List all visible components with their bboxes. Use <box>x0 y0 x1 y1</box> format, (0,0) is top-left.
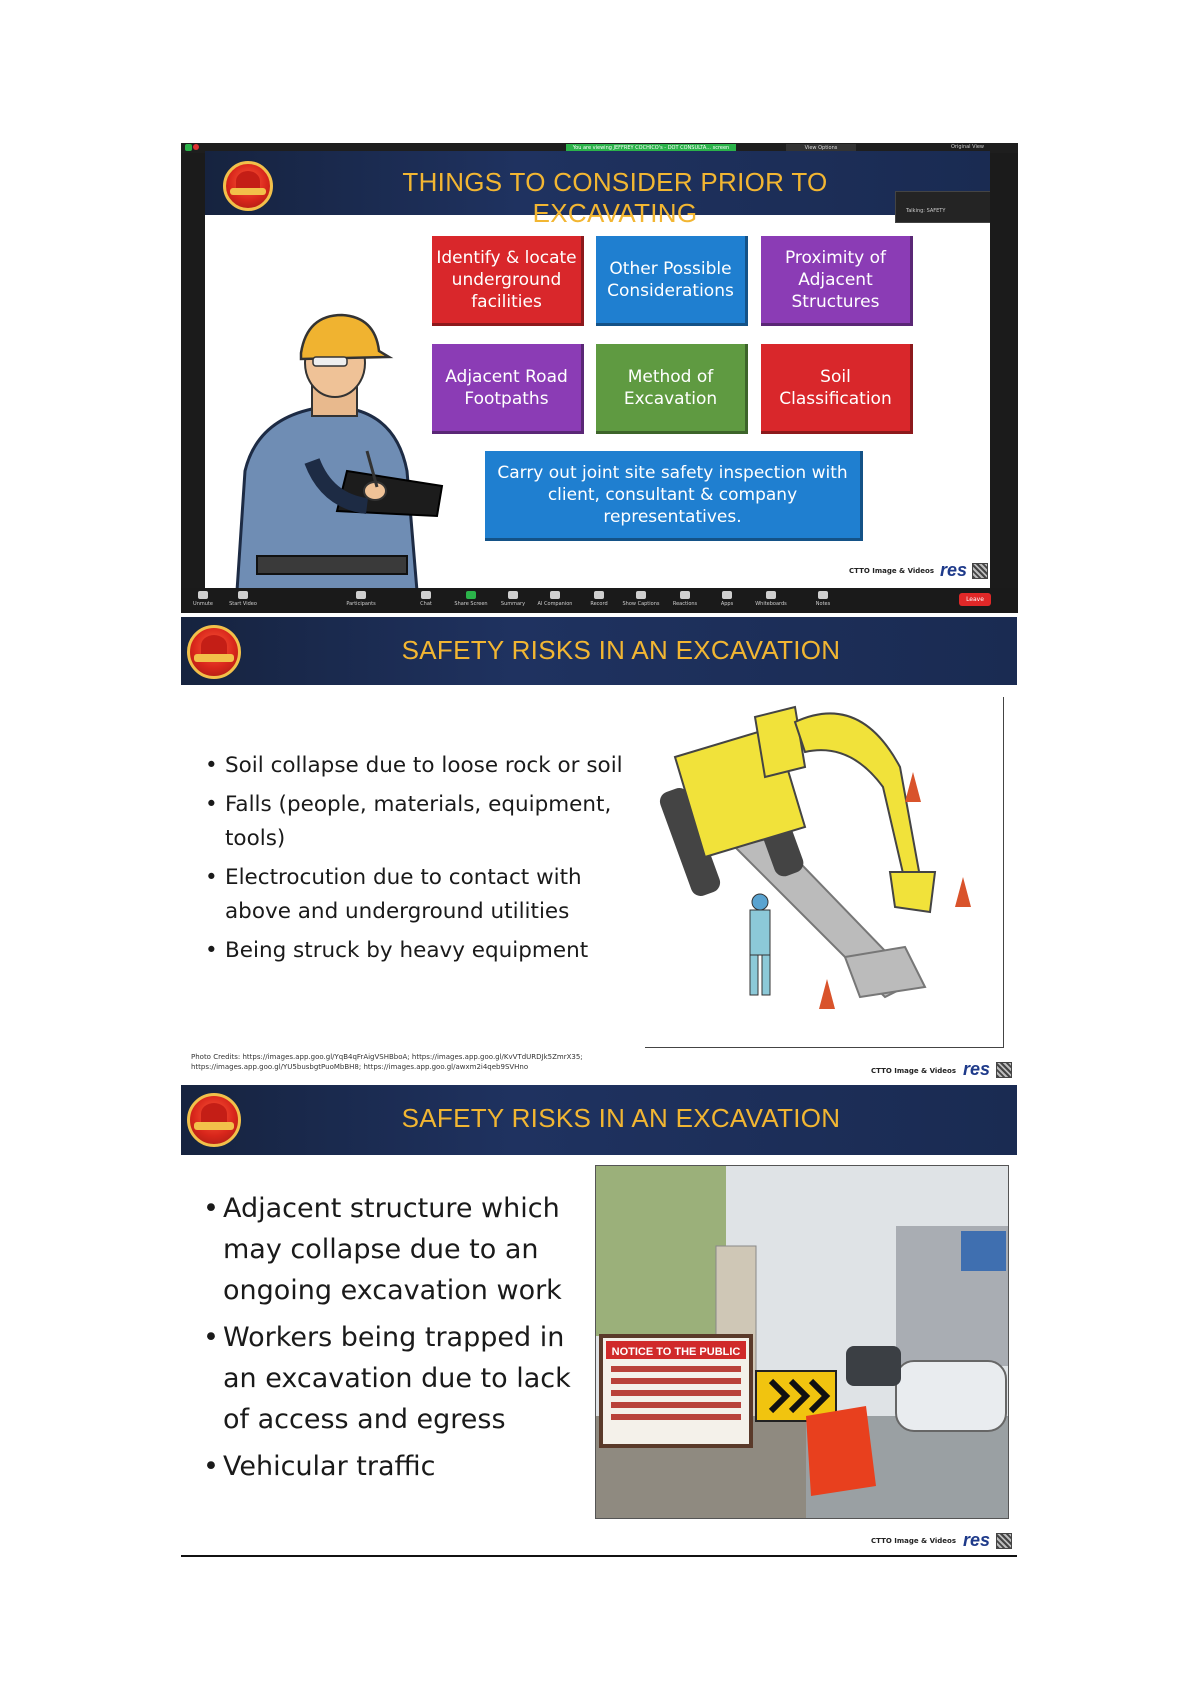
zoom-meeting-window <box>181 143 1018 613</box>
qr-code-icon <box>996 1533 1012 1549</box>
leave-button[interactable]: Leave <box>959 593 991 606</box>
risk-list <box>203 1188 573 1493</box>
think-safe-logo <box>187 1093 241 1147</box>
res-logo: res <box>963 1059 991 1079</box>
whiteboard-icon <box>766 591 776 599</box>
list-item: • Being struck by heavy equipment <box>205 934 630 968</box>
list-item: • Electrocution due to contact with above and underground utilities <box>205 861 630 929</box>
summary-button[interactable]: Summary <box>493 591 533 607</box>
worker-with-clipboard-illustration <box>217 301 447 588</box>
ctto-credit: CTTO Image & Videos <box>871 1067 957 1075</box>
consideration-box: Adjacent Road Footpaths <box>432 344 584 434</box>
summary-icon <box>508 591 518 599</box>
qr-code-icon <box>996 1062 1012 1078</box>
show-captions-button[interactable]: Show Captions <box>621 591 661 607</box>
slide-safety-risks-1 <box>181 617 1017 1081</box>
chat-button[interactable]: Chat <box>406 591 446 607</box>
record-indicator-icon <box>193 144 199 150</box>
share-screen-button[interactable]: Share Screen <box>451 591 491 607</box>
slide-header <box>205 151 990 228</box>
notice-sign-title: NOTICE TO THE PUBLIC <box>611 1346 741 1358</box>
record-icon <box>594 591 604 599</box>
slide-header <box>181 1085 1017 1155</box>
microphone-icon <box>198 591 208 599</box>
slide-things-to-consider <box>205 151 990 588</box>
consideration-box: Identify & locate underground facilities <box>432 236 584 326</box>
captions-icon <box>636 591 646 599</box>
qr-code-icon <box>972 563 988 579</box>
excavator-illustration <box>645 697 1004 1048</box>
slide-header <box>181 617 1017 685</box>
list-item: • Vehicular traffic <box>203 1446 573 1487</box>
slide-title: SAFETY RISKS IN AN EXCAVATION <box>401 635 841 665</box>
photo-credits: Photo Credits: https://images.app.goo.gl/YqB4qFrAigVSHBboA; https://images.app.goo.gl/KvVTdURDJk5ZmrX35; https://images.app.goo.gl/YU5busbgtPuoMbBH8; https://images.app.goo.gl/awxm2i4qeb9SVHno <box>191 1053 583 1071</box>
reactions-icon <box>680 591 690 599</box>
whiteboards-button[interactable]: Whiteboards <box>751 591 791 607</box>
think-safe-logo <box>223 161 273 211</box>
sparkle-icon <box>550 591 560 599</box>
res-logo: res <box>940 560 968 580</box>
apps-button[interactable]: Apps <box>707 591 747 607</box>
list-item: • Workers being trapped in an excavation due to lack of access and egress <box>203 1317 573 1440</box>
viewing-screen-banner: You are viewing JEFFREY COCHICO's - DOT CONSULTA... screen <box>566 144 736 153</box>
talking-indicator: Talking: SAFETY <box>906 208 946 214</box>
participants-button[interactable]: Participants <box>341 591 381 607</box>
view-mode-label[interactable]: Original View <box>951 144 985 150</box>
consideration-box: Other Possible Considerations <box>596 236 748 326</box>
ai-companion-button[interactable]: AI Companion <box>535 591 575 607</box>
slide-title: SAFETY RISKS IN AN EXCAVATION <box>401 1103 841 1133</box>
shield-icon <box>185 144 192 151</box>
think-safe-logo <box>187 625 241 679</box>
reactions-button[interactable]: Reactions <box>665 591 705 607</box>
apps-icon <box>722 591 732 599</box>
ctto-credit: CTTO Image & Videos <box>871 1537 957 1545</box>
share-screen-icon <box>466 591 476 599</box>
notes-button[interactable]: Notes <box>803 591 843 607</box>
consideration-box: Proximity of Adjacent Structures <box>761 236 913 326</box>
list-item: • Falls (people, materials, equipment, tools) <box>205 788 630 856</box>
roadwork-street-photo <box>595 1165 1009 1519</box>
start-video-button[interactable]: Start Video <box>223 591 263 607</box>
participants-icon <box>356 591 366 599</box>
consideration-box: Soil Classification <box>761 344 913 434</box>
inspection-box: Carry out joint site safety inspection with client, consultant & company representatives. <box>485 451 863 541</box>
res-logo: res <box>963 1530 991 1550</box>
camera-icon <box>238 591 248 599</box>
bottom-divider <box>181 1555 1017 1557</box>
slide-title: THINGS TO CONSIDER PRIOR TO EXCAVATING <box>402 167 828 228</box>
list-item: • Soil collapse due to loose rock or soil <box>205 749 630 783</box>
list-item: • Adjacent structure which may collapse due to an ongoing excavation work <box>203 1188 573 1311</box>
risk-list <box>205 749 630 973</box>
floating-video-panel[interactable] <box>895 191 990 223</box>
notes-icon <box>818 591 828 599</box>
consideration-box: Method of Excavation <box>596 344 748 434</box>
chat-icon <box>421 591 431 599</box>
slide-safety-risks-2 <box>181 1085 1017 1558</box>
view-options-button[interactable]: View Options <box>786 144 856 153</box>
record-button[interactable]: Record <box>579 591 619 607</box>
unmute-button[interactable]: Unmute <box>183 591 223 607</box>
ctto-credit: CTTO Image & Videos <box>849 567 935 575</box>
zoom-toolbar <box>181 588 1018 613</box>
